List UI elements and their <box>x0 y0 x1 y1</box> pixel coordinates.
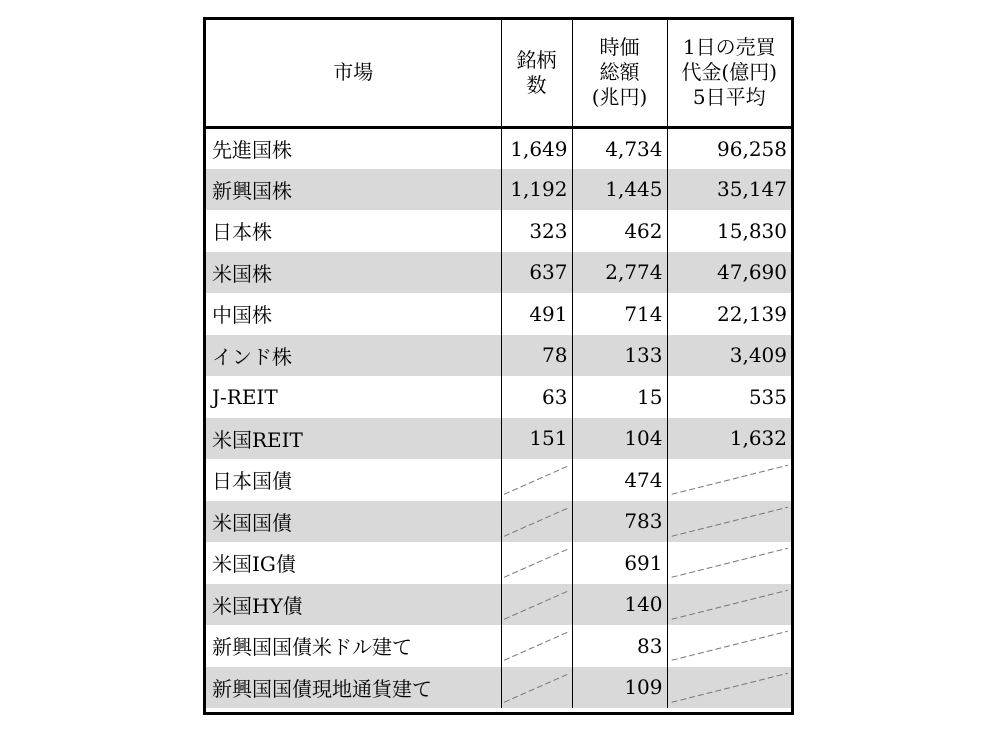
diagonal-slash-icon <box>502 542 572 584</box>
table-row <box>206 376 791 418</box>
header-count <box>501 20 572 127</box>
table-row <box>206 459 791 501</box>
count-cell: 323 <box>501 210 572 252</box>
count-cell: 63 <box>501 376 572 418</box>
header-market-line: 市場 <box>333 60 374 85</box>
market-cell: インド株 <box>206 335 501 377</box>
table-row <box>206 127 791 169</box>
market-cell: 日本株 <box>212 220 272 245</box>
not-applicable-cell <box>501 459 572 501</box>
not-applicable-cell <box>667 501 791 543</box>
header-turnover-line: 1日の売買 <box>682 35 776 60</box>
market-cell: 米国IG債 <box>212 552 296 577</box>
market-cell: 米国国債 <box>206 501 501 543</box>
turnover-cell: 3,409 <box>667 335 791 377</box>
table-row <box>206 169 791 211</box>
not-applicable-cell <box>501 542 572 584</box>
table-row <box>206 418 791 460</box>
table-body <box>206 127 791 708</box>
market-cap-cell: 691 <box>572 542 667 584</box>
market-cell: 米国HY債 <box>206 584 501 626</box>
not-applicable-cell <box>667 667 791 709</box>
market-cap-cell: 462 <box>572 210 667 252</box>
market-cell: 先進国株 <box>212 138 292 162</box>
diagonal-slash-icon <box>502 667 572 709</box>
table-row <box>206 584 791 626</box>
market-table-frame <box>203 17 794 715</box>
not-applicable-cell <box>501 501 572 543</box>
not-applicable-cell <box>501 625 572 667</box>
turnover-cell: 1,632 <box>667 418 791 460</box>
not-applicable-cell <box>667 584 791 626</box>
diagonal-slash-icon <box>502 501 572 543</box>
market-cell: 新興国国債現地通貨建て <box>206 667 501 709</box>
market-cap-cell: 104 <box>572 418 667 460</box>
not-applicable-cell <box>667 625 791 667</box>
market-cell: 中国株 <box>212 303 272 328</box>
diagonal-slash-icon <box>502 459 572 501</box>
diagonal-slash-icon <box>668 667 792 709</box>
turnover-cell: 35,147 <box>667 169 791 211</box>
count-cell: 151 <box>501 418 572 460</box>
header-turnover-line: 5日平均 <box>692 85 766 110</box>
market-cap-cell: 4,734 <box>572 127 667 169</box>
not-applicable-cell <box>501 667 572 709</box>
market-cap-cell: 109 <box>572 667 667 709</box>
diagonal-slash-icon <box>668 501 792 543</box>
header-turnover-line: 代金(億円) <box>681 60 778 85</box>
header-count-line: 銘柄 <box>516 47 557 72</box>
market-table <box>206 20 791 708</box>
diagonal-slash-icon <box>502 584 572 626</box>
diagonal-slash-icon <box>668 542 792 584</box>
turnover-cell: 15,830 <box>667 210 791 252</box>
market-cell: 新興国国債米ドル建て <box>212 635 412 660</box>
table-row <box>206 625 791 667</box>
not-applicable-cell <box>501 584 572 626</box>
count-cell: 491 <box>501 293 572 335</box>
header-market-cap-line: 総額 <box>599 60 640 85</box>
table-row <box>206 501 791 543</box>
header-market-cap-line: 時価 <box>599 35 640 60</box>
market-cap-cell: 2,774 <box>572 252 667 294</box>
header-market-cap-line: (兆円) <box>591 85 648 110</box>
turnover-cell: 96,258 <box>667 127 791 169</box>
header-count-line: 数 <box>526 72 547 97</box>
diagonal-slash-icon <box>668 584 792 626</box>
diagonal-slash-icon <box>668 459 792 501</box>
market-cell: 米国REIT <box>206 418 501 460</box>
count-cell: 1,192 <box>501 169 572 211</box>
turnover-cell: 22,139 <box>667 293 791 335</box>
not-applicable-cell <box>667 459 791 501</box>
market-cap-cell: 783 <box>572 501 667 543</box>
turnover-cell: 535 <box>667 376 791 418</box>
market-cap-cell: 83 <box>572 625 667 667</box>
table-row <box>206 210 791 252</box>
diagonal-slash-icon <box>668 625 792 667</box>
header-market-cap <box>572 20 667 127</box>
table-row <box>206 293 791 335</box>
market-cap-cell: 1,445 <box>572 169 667 211</box>
table-row <box>206 667 791 709</box>
market-cap-cell: 714 <box>572 293 667 335</box>
market-cap-cell: 133 <box>572 335 667 377</box>
count-cell: 637 <box>501 252 572 294</box>
market-cap-cell: 474 <box>572 459 667 501</box>
market-cell: 新興国株 <box>206 169 501 211</box>
header-market <box>206 20 501 127</box>
market-cap-cell: 15 <box>572 376 667 418</box>
market-cell: 米国株 <box>206 252 501 294</box>
count-cell: 1,649 <box>501 127 572 169</box>
market-cell: J-REIT <box>212 384 278 409</box>
table-row <box>206 542 791 584</box>
market-cap-cell: 140 <box>572 584 667 626</box>
market-cell: 日本国債 <box>212 469 292 494</box>
not-applicable-cell <box>667 542 791 584</box>
header-turnover <box>667 20 791 127</box>
header-row <box>206 20 791 127</box>
turnover-cell: 47,690 <box>667 252 791 294</box>
count-cell: 78 <box>501 335 572 377</box>
table-row <box>206 335 791 377</box>
table-row <box>206 252 791 294</box>
diagonal-slash-icon <box>502 625 572 667</box>
